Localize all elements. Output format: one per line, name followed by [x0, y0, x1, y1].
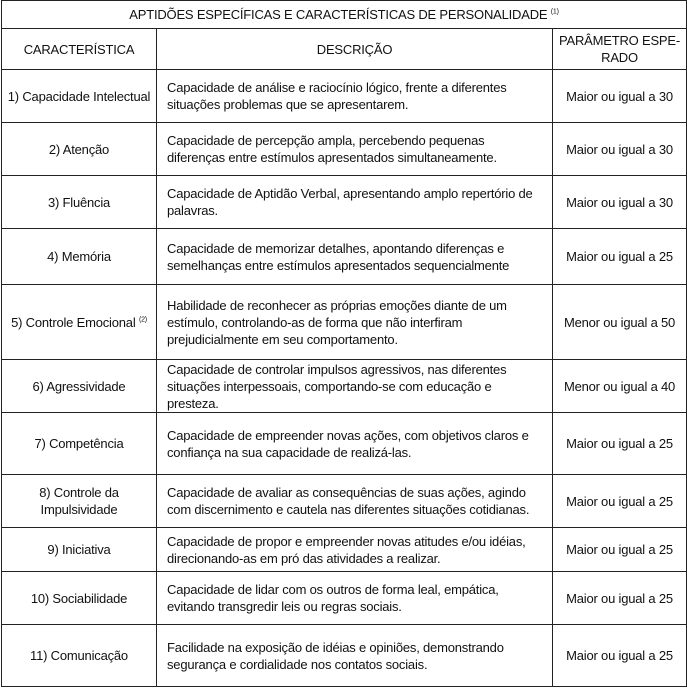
header-description: DESCRIÇÃO: [157, 29, 553, 70]
title-footnote-marker: (1): [550, 8, 559, 16]
description-cell: Capacidade de avaliar as consequências de suas ações, agindo com discernimento e cautela nas diferentes situações cotidianas.: [157, 475, 553, 528]
table-title: [2, 1, 687, 29]
characteristic-text: 5) Controle Emocional: [11, 314, 136, 330]
description-cell: Habilidade de reconhecer as próprias emoções diante de um estímulo, controlando-as de forma que não interfiram prejudicialmente em seu comportamento.: [157, 285, 553, 360]
characteristic-cell: 9) Iniciativa: [2, 528, 157, 572]
table-row: [2, 572, 687, 625]
table-row: [2, 413, 687, 475]
table-row: [2, 475, 687, 528]
aptitudes-table: [1, 0, 687, 687]
characteristic-cell: 2) Atenção: [2, 123, 157, 176]
description-cell: Capacidade de memorizar detalhes, apontando diferenças e semelhanças entre estímulos apresentados sequencialmente: [157, 229, 553, 285]
description-cell: Capacidade de empreender novas ações, com objetivos claros e confiança na sua capacidade de realizá-las.: [157, 413, 553, 475]
table-row: [2, 176, 687, 229]
header-characteristic: CARACTERÍSTICA: [2, 29, 157, 70]
parameter-cell: Maior ou igual a 25: [553, 528, 687, 572]
characteristic-cell: [2, 285, 157, 360]
characteristic-cell: 8) Controle da Impulsividade: [2, 475, 157, 528]
table-row: [2, 360, 687, 413]
header-parameter: [553, 29, 687, 70]
characteristic-cell: 11) Comunicação: [2, 625, 157, 687]
parameter-cell: Maior ou igual a 25: [553, 413, 687, 475]
header-parameter-line1: PARÂMETRO ESPE-: [559, 33, 681, 48]
parameter-cell: Maior ou igual a 25: [553, 229, 687, 285]
parameter-cell: Menor ou igual a 50: [553, 285, 687, 360]
table-row: [2, 70, 687, 123]
parameter-cell: Maior ou igual a 25: [553, 625, 687, 687]
characteristic-cell: 7) Competência: [2, 413, 157, 475]
description-cell: Capacidade de Aptidão Verbal, apresentando amplo repertório de palavras.: [157, 176, 553, 229]
description-cell: Capacidade de lidar com os outros de forma leal, empática, evitando transgredir leis ou regras sociais.: [157, 572, 553, 625]
characteristic-cell: 10) Sociabilidade: [2, 572, 157, 625]
parameter-cell: Maior ou igual a 30: [553, 123, 687, 176]
parameter-cell: Maior ou igual a 25: [553, 475, 687, 528]
title-row: [2, 1, 687, 29]
characteristic-cell: 6) Agressividade: [2, 360, 157, 413]
parameter-cell: Menor ou igual a 40: [553, 360, 687, 413]
characteristic-cell: 4) Memória: [2, 229, 157, 285]
description-cell: Facilidade na exposição de idéias e opiniões, demonstrando segurança e cordialidade nos contatos sociais.: [157, 625, 553, 687]
parameter-cell: Maior ou igual a 30: [553, 176, 687, 229]
description-cell: Capacidade de percepção ampla, percebendo pequenas diferenças entre estímulos apresentados simultaneamente.: [157, 123, 553, 176]
table-row: [2, 625, 687, 687]
parameter-cell: Maior ou igual a 30: [553, 70, 687, 123]
characteristic-cell: 1) Capacidade Intelectual: [2, 70, 157, 123]
table-row: [2, 123, 687, 176]
header-parameter-line2: RADO: [601, 50, 638, 65]
table-row: [2, 528, 687, 572]
table-title-text: APTIDÕES ESPECÍFICAS E CARACTERÍSTICAS DE PERSONALIDADE: [129, 7, 548, 22]
parameter-cell: Maior ou igual a 25: [553, 572, 687, 625]
description-cell: Capacidade de controlar impulsos agressivos, nas diferentes situações interpessoais, comportando-se com educação e presteza.: [157, 360, 553, 413]
description-cell: Capacidade de propor e empreender novas atitudes e/ou idéias, direcionando-as em pró das atividades a realizar.: [157, 528, 553, 572]
description-cell: Capacidade de análise e raciocínio lógico, frente a diferentes situações problemas que se apresentarem.: [157, 70, 553, 123]
characteristic-footnote-marker: (2): [138, 316, 147, 324]
header-row: [2, 29, 687, 70]
characteristic-cell: 3) Fluência: [2, 176, 157, 229]
table-row: [2, 229, 687, 285]
table-row: [2, 285, 687, 360]
